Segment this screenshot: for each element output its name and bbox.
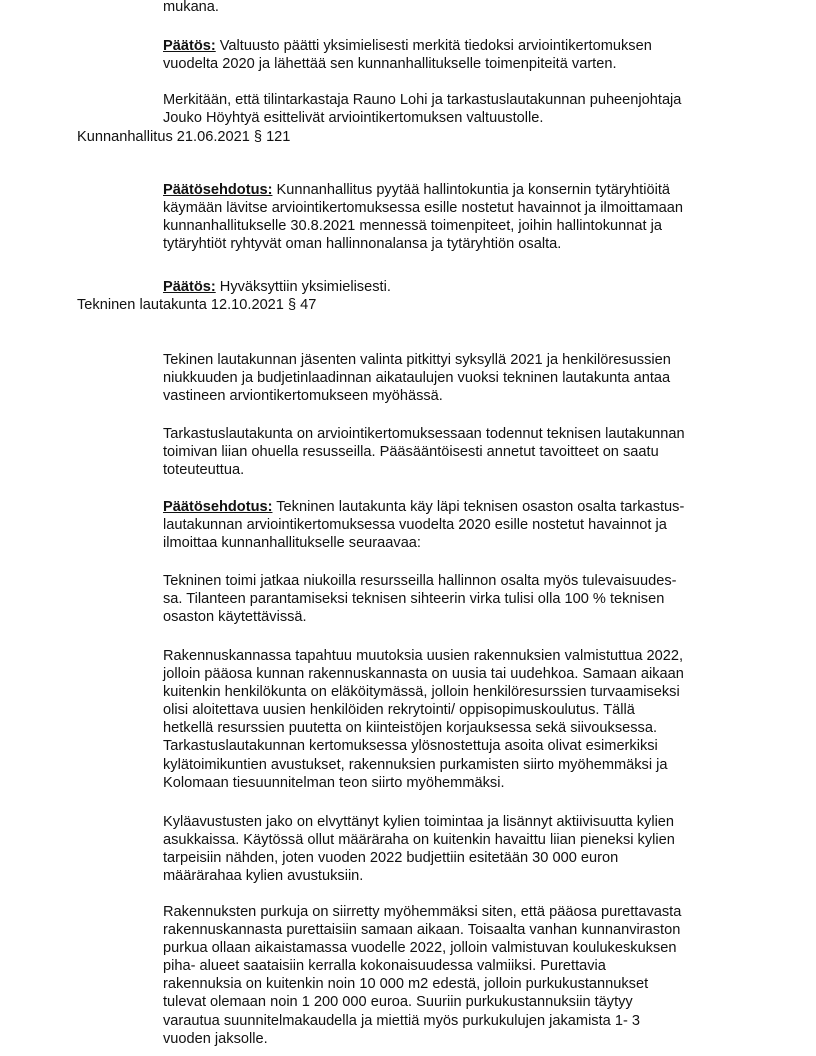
section-heading: Kunnanhallitus 21.06.2021 § 121 (77, 129, 291, 145)
paragraph-line: kunnanhallitukselle 30.8.2021 mennessä toimenpiteet, joihin hallintokunnat ja (163, 218, 662, 235)
paragraph-line: Rakennuksten purkuja on siirretty myöhemmäksi siten, että pääosa purettavasta (163, 904, 682, 920)
paragraph-line: lautakunnan arviointikertomuksessa vuodelta 2020 esille nostetut havainnot ja (163, 517, 667, 534)
paragraph (163, 351, 753, 405)
paragraph-line: rakennuksia on kuitenkin noin 10 000 m2 edestä, jolloin purkukustannukset (163, 976, 649, 993)
paragraph-line: Tekninen toimi jatkaa niukoilla resursseilla hallinnon osalta myös tulevaisuudes- (163, 573, 677, 589)
paragraph-line: hetkellä resurssien puutetta on kiinteistöjen korjauksessa sekä siivouksessa. (163, 720, 658, 737)
paragraph-line: mukana. (163, 0, 219, 15)
paragraph-line: Jouko Höyhtyä esittelivät arviointikertomuksen valtuustolle. (163, 110, 544, 127)
paragraph (163, 572, 753, 626)
paragraph-line: tarpeisiin nähden, joten vuoden 2022 budjettiin esitetään 30 000 euron (163, 850, 619, 867)
paragraph (163, 425, 753, 479)
paragraph-line: Kolomaan tiesuunnitelman teon siirto myöhemmäksi. (163, 774, 505, 791)
paragraph-text: Kunnanhallitus pyytää hallintokuntia ja konsernin tytäryhtiöitä (272, 182, 670, 198)
paragraph-line: sa. Tilanteen parantamiseksi teknisen sihteerin virka tulisi olla 100 % teknisen (163, 591, 665, 608)
paragraph-line: osaston käytettävissä. (163, 609, 307, 626)
paragraph-line: vuoden jaksolle. (163, 1030, 268, 1047)
paragraph-line: tytäryhtiöt ryhtyvät oman hallinnonalansa ja tytäryhtiön osalta. (163, 236, 562, 253)
paragraph-line: Tarkastuslautakunta on arviointikertomuksessaan todennut teknisen lautakunnan (163, 426, 685, 442)
paragraph-line: vuodelta 2020 ja lähettää sen kunnanhallitukselle toimenpiteitä varten. (163, 56, 617, 73)
paragraph-line: varautua suunnitelmakaudella ja miettiä myös purkukulujen jakamista 1- 3 (163, 1012, 640, 1029)
paragraph-line (163, 37, 753, 55)
paragraph-line: jolloin pääosa kunnan rakennuskannasta on uusia tai uudehkoa. Samaan aikaan (163, 666, 684, 683)
paragraph-line: asukkaissa. Käytössä ollut määräraha on kuitenkin havaittu liian pieneksi kylien (163, 832, 675, 849)
paragraph (163, 181, 753, 253)
paragraph-line: Kyläavustusten jako on elvyttänyt kylien toimintaa ja lisännyt aktiivisuutta kylien (163, 814, 675, 830)
paragraph-line: Merkitään, että tilintarkastaja Rauno Lohi ja tarkastuslautakunnan puheenjohtaja (163, 92, 682, 108)
paragraph-line: Tekinen lautakunnan jäsenten valinta pitkittyi syksyllä 2021 ja henkilöresussien (163, 352, 671, 368)
paragraph (163, 37, 753, 73)
paragraph-text: Tekninen lautakunta käy läpi teknisen osaston osalta tarkastus- (272, 499, 685, 515)
paragraph-line (163, 181, 753, 199)
paragraph-line: määrärahaa kylien avustuksiin. (163, 868, 364, 885)
decision-label: Päätös: (163, 38, 216, 54)
paragraph-line (163, 278, 753, 296)
paragraph (163, 91, 753, 127)
paragraph (163, 647, 753, 792)
paragraph (163, 498, 753, 552)
decision-label: Päätösehdotus: (163, 499, 273, 515)
paragraph (163, 903, 753, 1048)
paragraph (163, 0, 753, 16)
paragraph-line: toimivan liian ohuella resusseilla. Pääsääntöisesti annetut tavoitteet on saatu (163, 444, 659, 461)
paragraph-line: olisi aloitettava uusien henkilöiden rekrytointi/ oppisopimuskoulutus. Tällä (163, 702, 635, 719)
paragraph-line: ilmoittaa kunnanhallitukselle seuraavaa: (163, 535, 421, 552)
paragraph-line: piha- alueet saataisiin kerralla kokonaisuudessa valmiiksi. Purettavia (163, 958, 606, 975)
paragraph-line: rakennuskannasta purettaisiin samaan aikaan. Toisaalta vanhan kunnanviraston (163, 922, 681, 939)
paragraph-text: Hyväksyttiin yksimielisesti. (215, 279, 391, 295)
paragraph-line: purkua ollaan aikaistamassa vuodelle 2022, jolloin valmistuvan koulukeskuksen (163, 940, 677, 957)
paragraph (163, 278, 753, 296)
section-heading: Tekninen lautakunta 12.10.2021 § 47 (77, 297, 317, 313)
paragraph-line: Tarkastuslautakunnan kertomuksessa ylösnostettuja asoita olivat esimerkiksi (163, 738, 658, 755)
paragraph-line (163, 498, 753, 516)
paragraph-line: kuitenkin henkilökunta on eläköitymässä, jolloin henkilöresurssien turvaamiseksi (163, 684, 680, 701)
paragraph-line: kylätoimikuntien avustukset, rakennuksien purkamisten siirto myöhemmäksi ja (163, 756, 668, 773)
paragraph-line: käymään lävitse arviointikertomuksessa esille nostetut havainnot ja ilmoittamaan (163, 200, 683, 217)
paragraph-line: toteuteuttua. (163, 462, 245, 479)
paragraph-text: Valtuusto päätti yksimielisesti merkitä tiedoksi arviointikertomuksen (215, 38, 652, 54)
paragraph (163, 813, 753, 885)
decision-label: Päätösehdotus: (163, 182, 273, 198)
paragraph-line: niukkuuden ja budjetinlaadinnan aikataulujen vuoksi tekninen lautakunta antaa (163, 370, 671, 387)
paragraph-line: Rakennuskannassa tapahtuu muutoksia uusien rakennuksien valmistuttua 2022, (163, 648, 684, 664)
paragraph-line: vastineen arviontikertomukseen myöhässä. (163, 388, 443, 405)
paragraph-line: tulevat olemaan noin 1 200 000 euroa. Suuriin purkukustannuksiin täytyy (163, 994, 633, 1011)
decision-label: Päätös: (163, 279, 216, 295)
